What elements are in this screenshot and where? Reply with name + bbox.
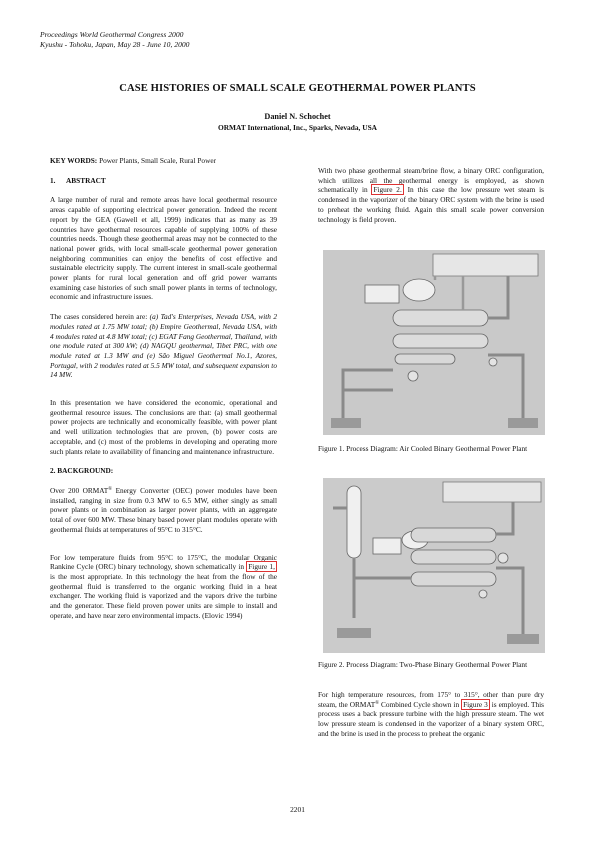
background-paragraph-2 [50,553,277,621]
right-column-bottom [318,690,544,739]
figure-1-caption: Figure 1. Process Diagram: Air Cooled Binary Geothermal Power Plant [318,444,528,453]
rp1-b: In this case the low pressure wet steam is condensed in the vaporizer of the binary ORC system with the brine is used to preheat the working fluid. Again this small scale power conversion technology is field proven. [318,185,544,224]
rp2-a: For high temperature resources, from 175° to 315°, other than pure dry steam, the ORMAT [318,690,544,709]
cases-list: (a) Tad's Enterprises, Nevada USA, with 2 modules rated at 1.75 MW total; (b) Empire Geothermal, Nevada USA, with 4 modules rated at 4.8 MW total; (c) EGAT Fang Geothermal, Thailand, with one module rated at 300 kW; (d) NAGQU geothermal, Tibet PRC, with one module rated at 1.3 MW and (e) São Miguel Geothermal No.1, Azores, Portugal, with 2 modules rated at 5.5 MW total, and subsequent expansion to 14 MW. [50,312,277,380]
rp1-a: With two phase geothermal steam/brine flow, a binary ORC configuration, which utilizes all the geothermal energy is employed, as shown schematically in [318,166,544,195]
air-cooled-binary-diagram [323,250,545,435]
figure-2-process-diagram [323,478,545,653]
bg-p1-a: Over 200 ORMAT [50,485,109,495]
keywords-text: Power Plants, Small Scale, Rural Power [99,156,217,165]
keywords-line [50,156,277,166]
cases-intro: The cases considered herein are: [50,312,150,322]
background-heading: 2. BACKGROUND: [50,466,114,476]
figure-1-link[interactable]: Figure 1, [248,562,275,572]
page-number: 2201 [290,805,305,814]
rp2-b: Combined Cycle shown in [379,699,462,709]
figure-2-link[interactable]: Figure 2. [373,185,402,195]
author-name: Daniel N. Schochet [264,112,331,121]
two-phase-binary-diagram [323,478,545,653]
right-column-top [318,166,544,224]
abstract-paragraph-3: In this presentation we have considered the economic, operational and geothermal resource issues. The conclusions are that: (a) small geothermal power projects are technically and economically feasible, with power plant and well utilization technologies that are proven, (b) power costs are acceptable, and (c) most of the problems in developing and operating more such plants relate to availability of financing and maintenance infrastructure. [50,398,277,456]
right-paragraph-1 [318,166,544,224]
paper-title: CASE HISTORIES OF SMALL SCALE GEOTHERMAL POWER PLANTS [119,83,476,94]
proceedings-header [40,30,189,50]
proceedings-line-2: Kyushu - Tohoku, Japan, May 28 - June 10, 2000 [40,40,190,49]
bg-p2-b: is the most appropriate. In this technology the heat from the flow of the geothermal fluid is transferred to the organic working fluid in a heat exchanger. The working fluid is vaporized and the vapors drive the turbine and the generator. These field proven power units are simple to install and operate, and have near zero environmental impacts. (Elovic 1994) [50,571,277,620]
background-paragraph-1 [50,486,277,535]
proceedings-line-1: Proceedings World Geothermal Congress 2000 [40,30,184,39]
bg-p1-b: Energy Converter (OEC) power modules have been installed, ranging in size from 0.3 MW to 6.5 MW, either singly as small power plants or in combination as larger power plants, with an aggregate total of over 600 MW. These binary based power plant modules operate with geothermal fluids at temperatures of 95°C to 315°C. [50,485,277,534]
figure-2-caption: Figure 2. Process Diagram: Two-Phase Binary Geothermal Power Plant [318,660,528,669]
figure-1-process-diagram [323,250,545,435]
right-paragraph-2 [318,690,544,739]
abstract-heading: 1. ABSTRACT [50,175,106,185]
abstract-paragraph-1: A large number of rural and remote areas have local geothermal resource areas capable of supporting electrical power generation. Indeed the recent report by the GEA (Gawell et all, 1999) indicates that as many as 39 countries have geothermal resources capable of supplying 100% of these countries needs. Though these geothermal areas may not be connected to the national power grids, with local small-scale geothermal power generation neighboring communities can enjoy the benefits of cost effective and sustainable electricity supply. The current interest in small-scale geothermal power plants for rural local generation and off grid power warrants examining case histories of such small power plants in terms of technology, economic and infrastructure issues. [50,195,277,302]
figure-3-link[interactable]: Figure 3 [463,699,488,709]
author-affiliation: ORMAT International, Inc., Sparks, Nevada, USA [217,123,378,132]
left-column [50,156,277,620]
registered-mark: ® [108,486,113,492]
rp2-c: is employed. This process uses a back pressure turbine with the high pressure steam. The wet low pressure steam is condensed in the vaporizer of a binary system ORC, and the brine is used in the process to preheat the organic [318,699,545,738]
abstract-paragraph-2 [50,312,277,380]
bg-p2-a: For low temperature fluids from 95°C to 175°C, the modular Organic Rankine Cycle (ORC) binary technology, shown schematically in [50,552,277,572]
registered-mark-2: ® [375,700,380,706]
keywords-label: KEY WORDS: [50,156,98,165]
